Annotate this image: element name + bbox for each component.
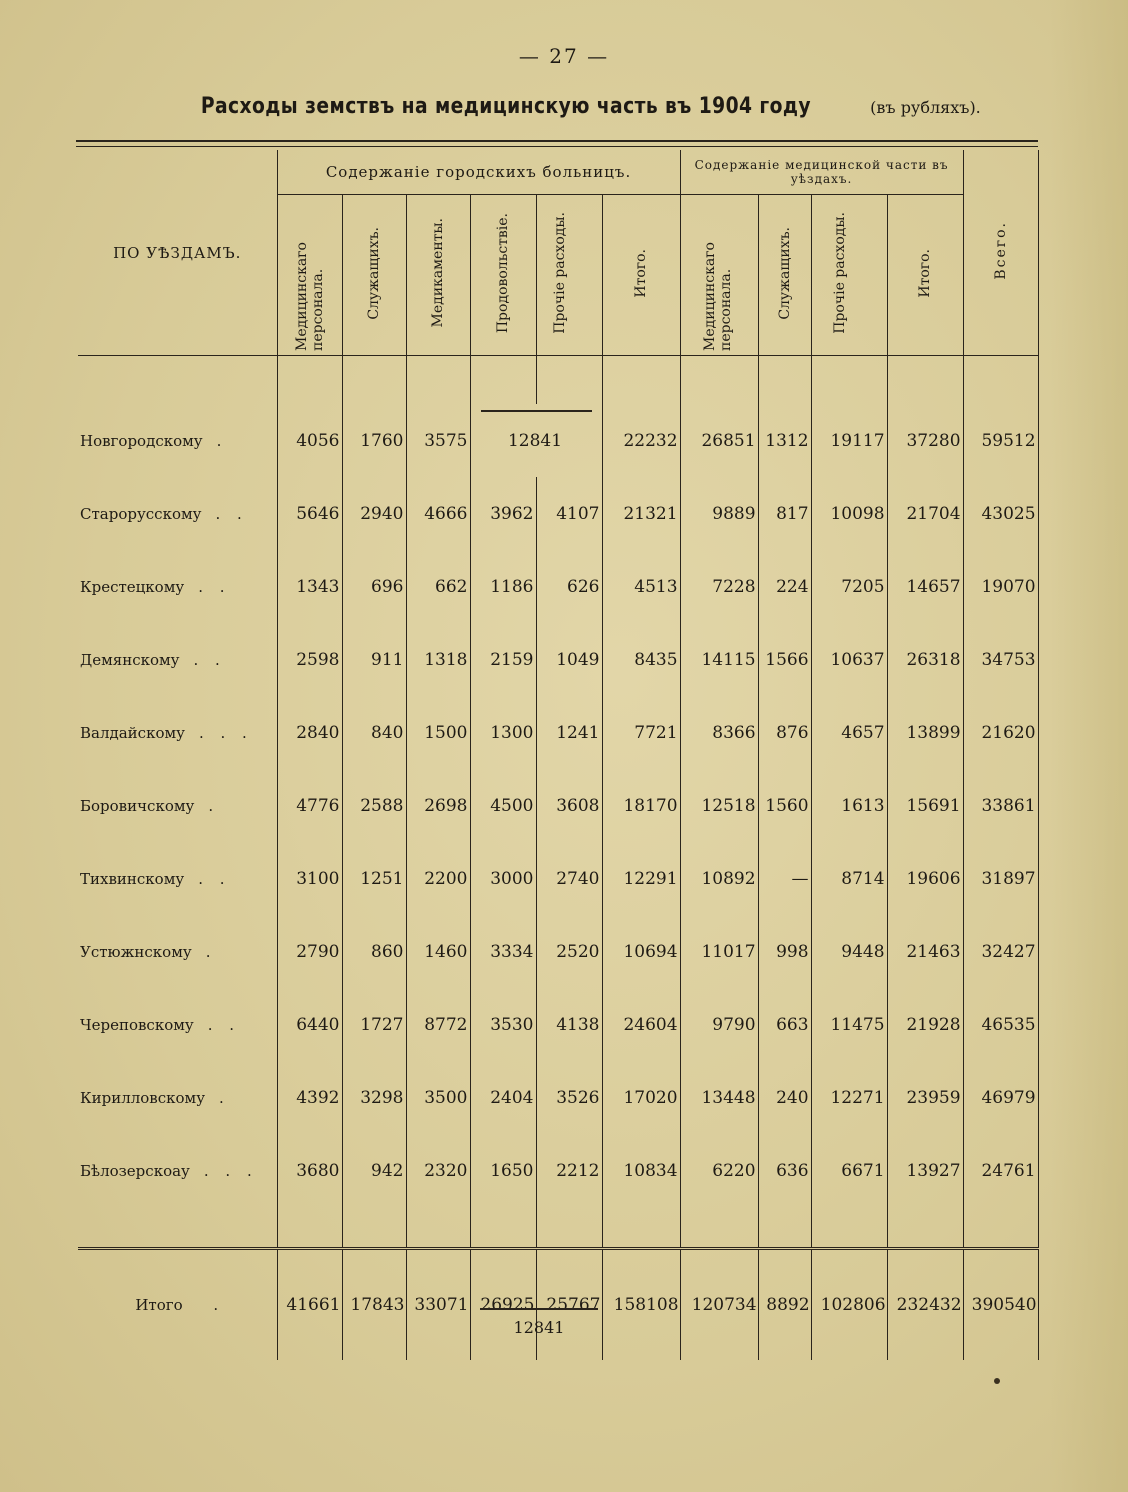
total-col-header	[963, 150, 1038, 356]
table-cell: 5646	[277, 477, 342, 550]
total-dots: .	[213, 1296, 219, 1314]
table-cell: 8714	[811, 842, 887, 915]
table-cell: 4138	[536, 988, 602, 1061]
total-cell: 232432	[887, 1249, 963, 1361]
top-rule	[76, 140, 1038, 142]
table-cell: 9889	[680, 477, 758, 550]
expenses-table	[78, 150, 1039, 1360]
table-cell: 24604	[602, 988, 680, 1061]
table-cell: 7205	[811, 550, 887, 623]
table-cell: 1760	[342, 404, 406, 477]
table-cell: 1241	[536, 696, 602, 769]
leader-dots: . .	[215, 504, 248, 523]
district-name	[78, 550, 277, 623]
merged-value: 12841	[507, 430, 563, 451]
table-cell: 7228	[680, 550, 758, 623]
leader-dots: . .	[193, 650, 226, 669]
table-row	[78, 404, 1038, 477]
table-cell: 21704	[887, 477, 963, 550]
table-cell: 12291	[602, 842, 680, 915]
table-cell: 10892	[680, 842, 758, 915]
table-cell: 1186	[470, 550, 536, 623]
total-cell: 26925	[470, 1249, 536, 1361]
col-header	[887, 195, 963, 356]
table-row	[78, 477, 1038, 550]
table-cell: 6220	[680, 1134, 758, 1207]
table-cell: 911	[342, 623, 406, 696]
table-cell: 3500	[406, 1061, 470, 1134]
table-cell: 2598	[277, 623, 342, 696]
total-cell: 25767	[536, 1249, 602, 1361]
table-cell: 10637	[811, 623, 887, 696]
col-header	[406, 195, 470, 356]
spacer-row	[78, 356, 1038, 405]
table-cell: 4513	[602, 550, 680, 623]
district-name	[78, 404, 277, 477]
total-cell: 17843	[342, 1249, 406, 1361]
col-header	[277, 195, 342, 356]
district-label: Крестецкому	[80, 577, 185, 596]
table-cell: 10694	[602, 915, 680, 988]
table-cell: 1560	[758, 769, 811, 842]
table-cell: 3530	[470, 988, 536, 1061]
table-cell: 12518	[680, 769, 758, 842]
col-label: Итого.	[633, 248, 650, 298]
total-cell: 120734	[680, 1249, 758, 1361]
table-cell: 2200	[406, 842, 470, 915]
district-label: Череповскому	[80, 1015, 194, 1034]
table-cell: 12271	[811, 1061, 887, 1134]
table-row	[78, 1134, 1038, 1207]
table-cell: 860	[342, 915, 406, 988]
district-name	[78, 1061, 277, 1134]
table-cell: 2740	[536, 842, 602, 915]
district-name	[78, 477, 277, 550]
leader-dots: .	[219, 1088, 230, 1107]
subtotal-value: 12841	[513, 1318, 565, 1337]
table-cell: 31897	[963, 842, 1038, 915]
table-cell: 9448	[811, 915, 887, 988]
table-cell: 8772	[406, 988, 470, 1061]
district-name	[78, 696, 277, 769]
table-cell: 998	[758, 915, 811, 988]
table-cell: 21463	[887, 915, 963, 988]
table-cell: 840	[342, 696, 406, 769]
table-cell: 46535	[963, 988, 1038, 1061]
table-cell: 10834	[602, 1134, 680, 1207]
table-cell: 4392	[277, 1061, 342, 1134]
table-cell: 1312	[758, 404, 811, 477]
table-cell: 7721	[602, 696, 680, 769]
table-row	[78, 842, 1038, 915]
table-cell: 14115	[680, 623, 758, 696]
table-cell: 6671	[811, 1134, 887, 1207]
col-header	[536, 195, 602, 356]
table-cell: 24761	[963, 1134, 1038, 1207]
table-cell: 2698	[406, 769, 470, 842]
district-name	[78, 623, 277, 696]
table-cell: 1251	[342, 842, 406, 915]
table-cell: 1566	[758, 623, 811, 696]
col-header	[470, 195, 536, 356]
table-cell: 23959	[887, 1061, 963, 1134]
col-label: Прочіе расходы.	[832, 212, 849, 334]
col-label: Служащихъ.	[366, 226, 382, 320]
table-cell: 2159	[470, 623, 536, 696]
table-cell: 3100	[277, 842, 342, 915]
table-cell: 13927	[887, 1134, 963, 1207]
district-name	[78, 988, 277, 1061]
table-cell: 10098	[811, 477, 887, 550]
group-header-uezd: Содержаніе медицинской части въ уѣздахъ.	[680, 150, 963, 195]
table-cell: —	[758, 842, 811, 915]
table-cell: 8435	[602, 623, 680, 696]
table-cell: 2588	[342, 769, 406, 842]
table-cell: 663	[758, 988, 811, 1061]
table-row	[78, 769, 1038, 842]
total-cell: 41661	[277, 1249, 342, 1361]
district-name	[78, 1134, 277, 1207]
table-cell: 696	[342, 550, 406, 623]
table-cell: 4107	[536, 477, 602, 550]
col-label: Продовольствіе.	[495, 212, 511, 334]
col-label: Служащихъ.	[776, 226, 793, 320]
table-cell: 2520	[536, 915, 602, 988]
table-cell: 3526	[536, 1061, 602, 1134]
table-cell: 3608	[536, 769, 602, 842]
table-cell: 46979	[963, 1061, 1038, 1134]
table-cell: 1727	[342, 988, 406, 1061]
title-unit: (въ рубляхъ).	[870, 98, 981, 117]
table-cell: 4776	[277, 769, 342, 842]
leader-dots: . .	[198, 577, 231, 596]
total-cell: 33071	[406, 1249, 470, 1361]
district-name	[78, 769, 277, 842]
table-cell: 18170	[602, 769, 680, 842]
merge-brace	[481, 410, 592, 414]
table-cell: 34753	[963, 623, 1038, 696]
table-cell: 15691	[887, 769, 963, 842]
top-rule-thin	[76, 146, 1038, 147]
table-cell: 19117	[811, 404, 887, 477]
total-label	[78, 1249, 277, 1361]
table-cell: 1500	[406, 696, 470, 769]
title-main: Расходы земствъ на медицинскую часть въ 1904 году	[201, 94, 812, 119]
table-cell: 6440	[277, 988, 342, 1061]
table-cell: 3298	[342, 1061, 406, 1134]
leader-dots: . .	[198, 869, 231, 888]
subtotal-merged	[472, 1308, 606, 1337]
col-label: Медицинскаго персонала.	[702, 242, 735, 351]
leader-dots: . .	[207, 1015, 241, 1034]
col-header	[758, 195, 811, 356]
table-cell: 3962	[470, 477, 536, 550]
col-header	[602, 195, 680, 356]
leader-dots: .	[205, 942, 217, 961]
table-cell: 1300	[470, 696, 536, 769]
table-cell: 626	[536, 550, 602, 623]
table-cell: 13899	[887, 696, 963, 769]
total-col-label: Всего.	[992, 221, 1009, 280]
total-cell: 8892	[758, 1249, 811, 1361]
table-cell: 2790	[277, 915, 342, 988]
table-cell: 22232	[602, 404, 680, 477]
table-row	[78, 623, 1038, 696]
table-cell: 11475	[811, 988, 887, 1061]
table-cell: 3000	[470, 842, 536, 915]
table-cell: 3334	[470, 915, 536, 988]
total-cell: 158108	[602, 1249, 680, 1361]
total-cell: 102806	[811, 1249, 887, 1361]
table-cell: 9790	[680, 988, 758, 1061]
total-name: Итого	[135, 1296, 183, 1314]
table-cell: 876	[758, 696, 811, 769]
col-label: Итого.	[917, 248, 934, 298]
table-row	[78, 696, 1038, 769]
district-label: Кирилловскому	[80, 1088, 206, 1107]
col-header	[811, 195, 887, 356]
table-cell: 8366	[680, 696, 758, 769]
table-row	[78, 915, 1038, 988]
paper-edge-shading	[1050, 0, 1128, 1492]
table-cell: 240	[758, 1061, 811, 1134]
district-label: Валдайскому	[80, 723, 185, 742]
district-name	[78, 915, 277, 988]
district-label: Старорусскому	[80, 504, 202, 523]
table-cell: 1460	[406, 915, 470, 988]
table-cell: 13448	[680, 1061, 758, 1134]
district-label: Боровичскому	[80, 796, 195, 815]
table-cell: 2840	[277, 696, 342, 769]
table-cell: 17020	[602, 1061, 680, 1134]
table-cell: 4056	[277, 404, 342, 477]
table-cell: 1343	[277, 550, 342, 623]
separator-row	[78, 1207, 1038, 1249]
table-cell: 11017	[680, 915, 758, 988]
district-label: Новгородскому	[80, 431, 203, 450]
table-cell: 19606	[887, 842, 963, 915]
total-row	[78, 1249, 1038, 1361]
district-name	[78, 842, 277, 915]
table-row	[78, 550, 1038, 623]
table-row	[78, 988, 1038, 1061]
ink-dot	[994, 1378, 1000, 1384]
subtotal-brace	[480, 1308, 598, 1310]
leader-dots: . . .	[203, 1161, 258, 1180]
table-cell: 1318	[406, 623, 470, 696]
leader-dots: .	[208, 796, 220, 815]
table-cell: 26318	[887, 623, 963, 696]
table-cell: 33861	[963, 769, 1038, 842]
table-cell: 3575	[406, 404, 470, 477]
table-cell: 19070	[963, 550, 1038, 623]
table-cell: 2320	[406, 1134, 470, 1207]
table-cell: 32427	[963, 915, 1038, 988]
col-header	[680, 195, 758, 356]
total-cell: 390540	[963, 1249, 1038, 1361]
district-label: Устюжнскому	[80, 942, 192, 961]
group-header-city: Содержаніе городскихъ больницъ.	[277, 150, 680, 195]
leader-dots: . . .	[198, 723, 253, 742]
col-label: Прочіе расходы.	[552, 212, 568, 334]
table-cell: 1049	[536, 623, 602, 696]
col-header	[342, 195, 406, 356]
table-cell: 942	[342, 1134, 406, 1207]
table-cell: 21928	[887, 988, 963, 1061]
table-cell: 2212	[536, 1134, 602, 1207]
table-cell: 224	[758, 550, 811, 623]
table-cell: 14657	[887, 550, 963, 623]
table-cell: 4500	[470, 769, 536, 842]
table-cell: 37280	[887, 404, 963, 477]
table-cell: 59512	[963, 404, 1038, 477]
table-cell: 2940	[342, 477, 406, 550]
table-cell: 4666	[406, 477, 470, 550]
col-label: Медикаменты.	[430, 218, 446, 328]
page-number: — 27 —	[518, 44, 610, 68]
district-label: Тихвинскому	[80, 869, 185, 888]
table-cell: 3680	[277, 1134, 342, 1207]
table-cell: 43025	[963, 477, 1038, 550]
leader-dots: .	[216, 431, 228, 450]
table-cell: 636	[758, 1134, 811, 1207]
table-cell: 1650	[470, 1134, 536, 1207]
district-label: Демянскому	[80, 650, 180, 669]
col-label: Медицинскаго персонала.	[293, 242, 326, 351]
table-cell: 4657	[811, 696, 887, 769]
table-cell: 26851	[680, 404, 758, 477]
table-cell	[470, 404, 602, 477]
table-cell: 662	[406, 550, 470, 623]
district-header: ПО УѢЗДАМЪ.	[78, 150, 277, 356]
table-cell: 817	[758, 477, 811, 550]
table-row	[78, 1061, 1038, 1134]
district-label: Бѣлозерскоау	[80, 1161, 190, 1180]
table-cell: 2404	[470, 1061, 536, 1134]
table-cell: 21321	[602, 477, 680, 550]
table-cell: 1613	[811, 769, 887, 842]
page-title	[0, 94, 1128, 119]
table-cell: 21620	[963, 696, 1038, 769]
